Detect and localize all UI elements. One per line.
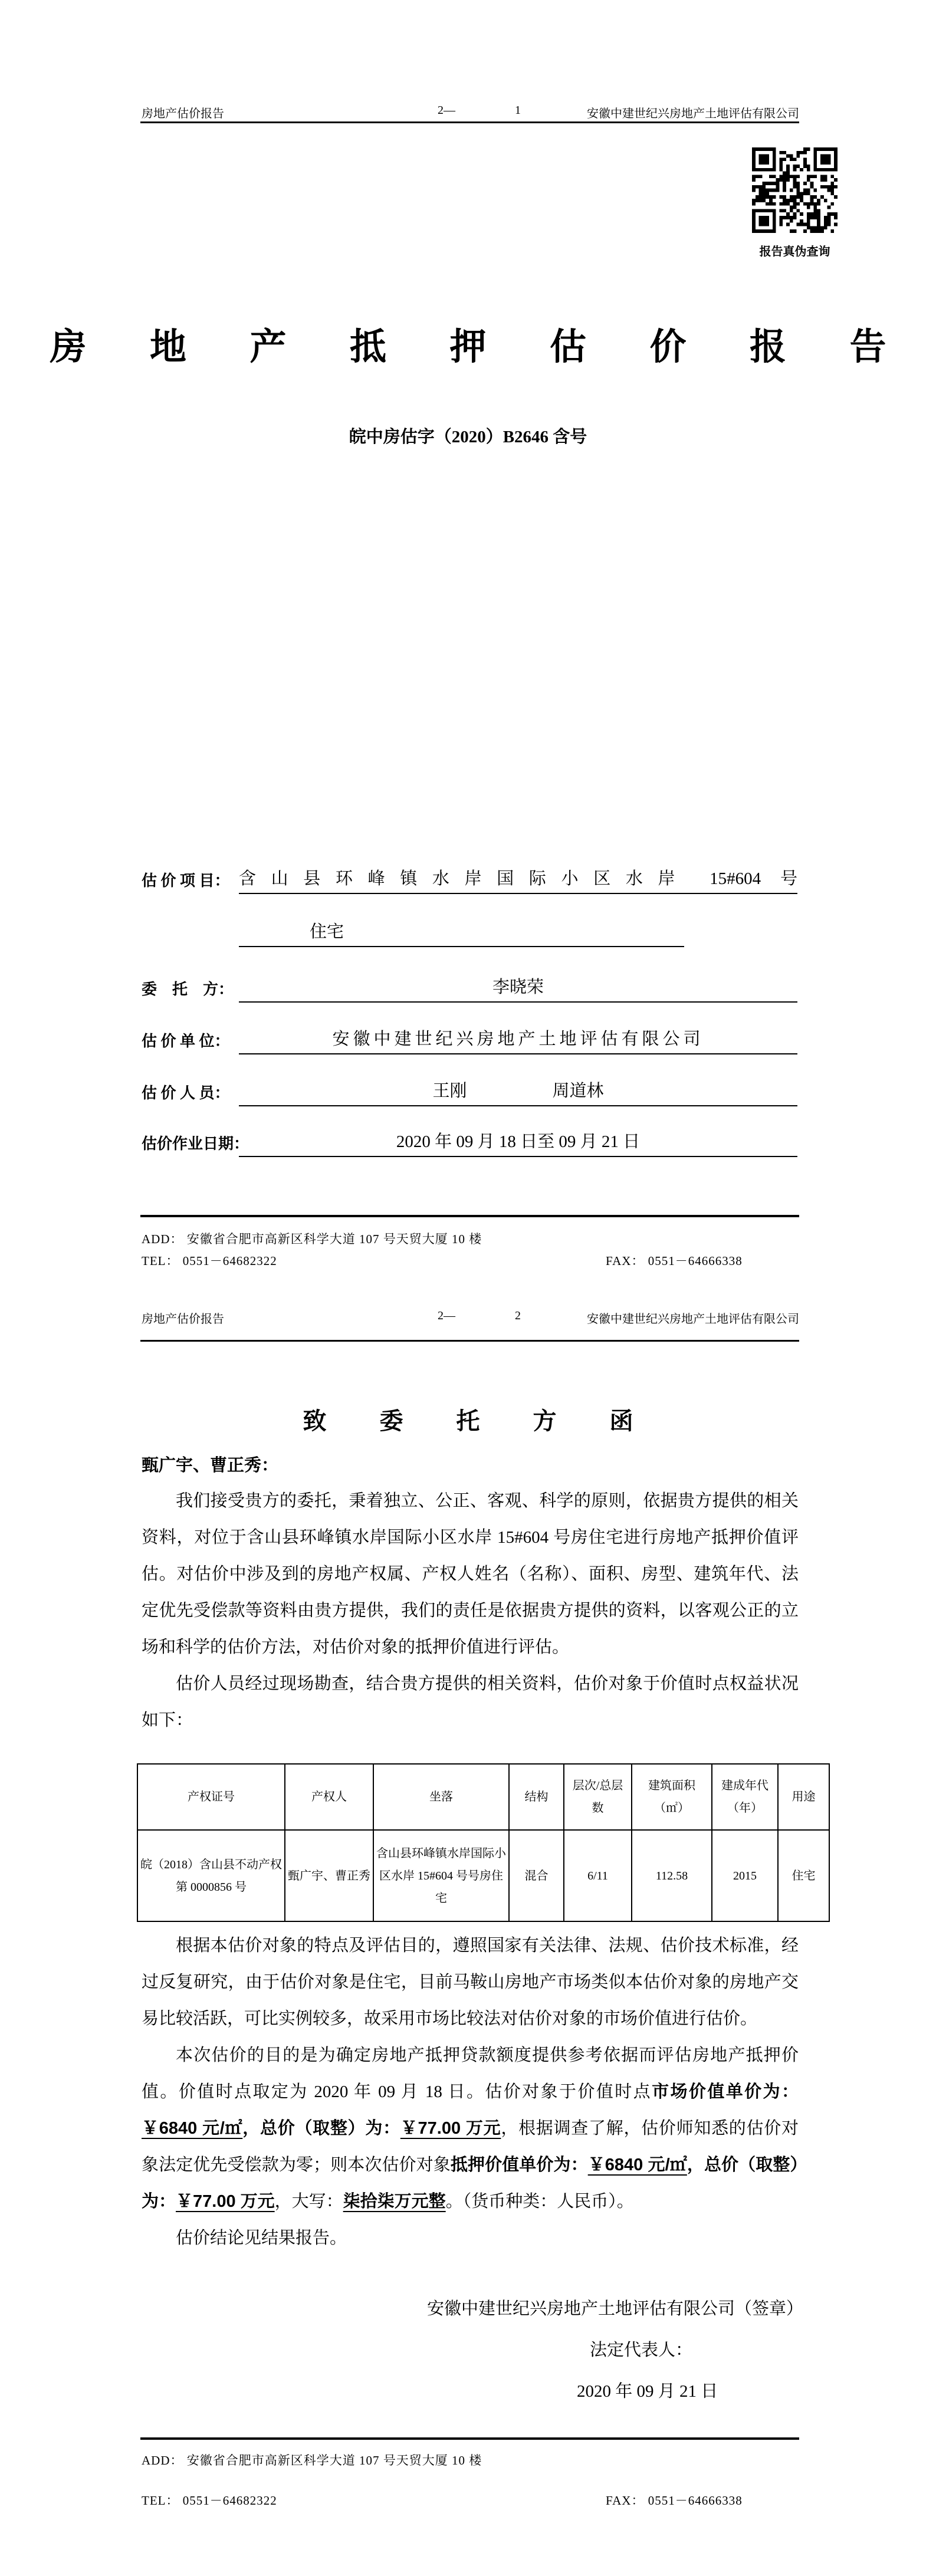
paragraph-conclusion: 估价结论见结果报告。 [176, 2229, 347, 2248]
page2-footer-rule [140, 2437, 799, 2440]
paragraph-valuation-result: 本次估价的目的是为确定房地产抵押贷款额度提供参考依据而评估房地产抵押价值。价值时点取定为 2020 年 09 月 18 日。估价对象于价值时点市场价值单价为：￥6840 元/㎡，总价（取整）为：￥77.00 万元，根据调查了解，估价师知悉的估价对象法定优先受偿款为零；则本次估价对象抵押价值单价为：￥6840 元/㎡，总价（取整）为：￥77.00 万元，大写：柒拾柒万元整。（货币种类：人民币）。 [142, 2046, 799, 2211]
page1-footer-rule [140, 1215, 799, 1217]
signature-date: 2020 年 09 月 21 日 [577, 2382, 718, 2401]
col-owner: 产权人 [285, 1764, 373, 1830]
field-project-value2: 住宅 [239, 918, 684, 947]
page1-footer-fax: FAX： 0551－64666338 [606, 1254, 743, 1268]
field-project [142, 856, 797, 894]
running-header-doc-title: 房地产估价报告 [142, 107, 224, 120]
field-project-label: 估 价 项 目： [142, 872, 230, 889]
cell-floor-area: 112.58 [632, 1830, 712, 1921]
field-client [142, 965, 797, 1003]
cell-owner: 甄广宇、曹正秀 [285, 1830, 373, 1921]
table-row [137, 1830, 829, 1921]
running-header-page-number: 1 [515, 104, 521, 117]
col-use: 用途 [778, 1764, 829, 1830]
paragraph-site-inspection: 估价人员经过现场勘查，结合贵方提供的相关资料，估价对象于价值时点权益状况如下： [142, 1674, 799, 1730]
table-header-row [137, 1764, 829, 1830]
letter-title: 致 委 托 方 函 [303, 1408, 657, 1434]
page1-running-header [140, 104, 799, 121]
qr-caption: 报告真伪查询 [759, 245, 830, 258]
cell-location: 含山县环峰镇水岸国际小区水岸 15#604 号号房住宅 [373, 1830, 509, 1921]
report-number: 皖中房估字（2020）B2646 含号 [349, 428, 587, 446]
running-header-doc-title: 房地产估价报告 [142, 1313, 224, 1326]
qr-code-image [752, 147, 838, 233]
cell-structure: 混合 [509, 1830, 564, 1921]
cell-certificate-no: 皖（2018）含山县不动产权第 0000856 号 [137, 1830, 285, 1921]
property-rights-table [137, 1763, 830, 1922]
report-title: 房 地 产 抵 押 估 价 报 告 [50, 327, 914, 367]
field-client-label: 委 托 方： [142, 981, 234, 998]
running-header-page-number: 2 [515, 1309, 521, 1322]
col-structure: 结构 [509, 1764, 564, 1830]
letter-body-upper [142, 1483, 799, 1739]
col-year-built: 建成年代（年） [712, 1764, 778, 1830]
page1-footer-telfax [142, 1251, 799, 1269]
field-agency [142, 1017, 797, 1054]
page2-footer-telfax [142, 2491, 799, 2509]
letter-salutation: 甄广宇、曹正秀： [142, 1456, 279, 1475]
page2-running-header [140, 1309, 799, 1327]
field-client-value: 李晓荣 [239, 974, 797, 1003]
field-work-dates-value: 2020 年 09 月 18 日至 09 月 21 日 [239, 1128, 797, 1157]
col-certificate-no: 产权证号 [137, 1764, 285, 1830]
field-appraisers [142, 1069, 797, 1106]
field-appraisers-label: 估 价 人 员： [142, 1085, 230, 1102]
page1-footer-tel: TEL： 0551－64682322 [142, 1254, 277, 1268]
running-header-volume: 2— [438, 1309, 455, 1322]
paragraph-method: 根据本估价对象的特点及评估目的，遵照国家有关法律、法规、估价技术标准，经过反复研究，由于估价对象是住宅，目前马鞍山房地产市场类似本估价对象的房地产交易比较活跃，可比实例较多，故采用市场比较法对估价对象的市场价值进行估价。 [142, 1936, 799, 2028]
page1-header-rule [140, 121, 799, 123]
running-header-company: 安徽中建世纪兴房地产土地评估有限公司 [587, 1313, 799, 1326]
page2-footer-tel: TEL： 0551－64682322 [142, 2493, 277, 2508]
paragraph-commission: 我们接受贵方的委托，秉着独立、公正、客观、科学的原则，依据贵方提供的相关资料，对位于含山县环峰镇水岸国际小区水岸 15#604 号房住宅进行房地产抵押价值评估。对估价中涉及到的房地产权属、产权人姓名（名称）、面积、房型、建筑年代、法定优先受偿款等资料由贵方提供，我们的责任是依据贵方提供的资料，以客观公正的立场和科学的估价方法，对估价对象的抵押价值进行评估。 [142, 1491, 799, 1657]
page2-header-rule [140, 1340, 799, 1342]
cell-year-built: 2015 [712, 1830, 778, 1921]
running-header-volume: 2— [438, 104, 455, 117]
field-work-dates-label: 估价作业日期： [142, 1135, 249, 1152]
field-agency-label: 估 价 单 位： [142, 1033, 230, 1050]
field-project-line2 [142, 909, 797, 947]
page2-footer-address: ADD： 安徽省合肥市高新区科学大道 107 号天贸大厦 10 楼 [142, 2453, 482, 2467]
running-header-company: 安徽中建世纪兴房地产土地评估有限公司 [587, 107, 799, 120]
qr-code [752, 147, 838, 233]
field-appraisers-value: 王刚 周道林 [239, 1077, 797, 1106]
cell-floor: 6/11 [564, 1830, 632, 1921]
field-agency-value: 安徽中建世纪兴房地产土地评估有限公司 [239, 1026, 797, 1054]
col-location: 坐落 [373, 1764, 509, 1830]
page1-footer-address: ADD： 安徽省合肥市高新区科学大道 107 号天贸大厦 10 楼 [142, 1232, 482, 1246]
signature-company: 安徽中建世纪兴房地产土地评估有限公司（签章） [426, 2299, 803, 2318]
cell-use: 住宅 [778, 1830, 829, 1921]
field-project-value: 含山县环峰镇水岸国际小区水岸 15#604 号 [239, 865, 797, 894]
col-floor: 层次/总层数 [564, 1764, 632, 1830]
signature-legal-representative: 法定代表人： [590, 2341, 693, 2360]
page2-footer-fax: FAX： 0551－64666338 [606, 2493, 743, 2508]
col-floor-area: 建筑面积（㎡） [632, 1764, 712, 1830]
letter-body-lower [142, 1927, 799, 2256]
field-work-dates [142, 1119, 797, 1157]
